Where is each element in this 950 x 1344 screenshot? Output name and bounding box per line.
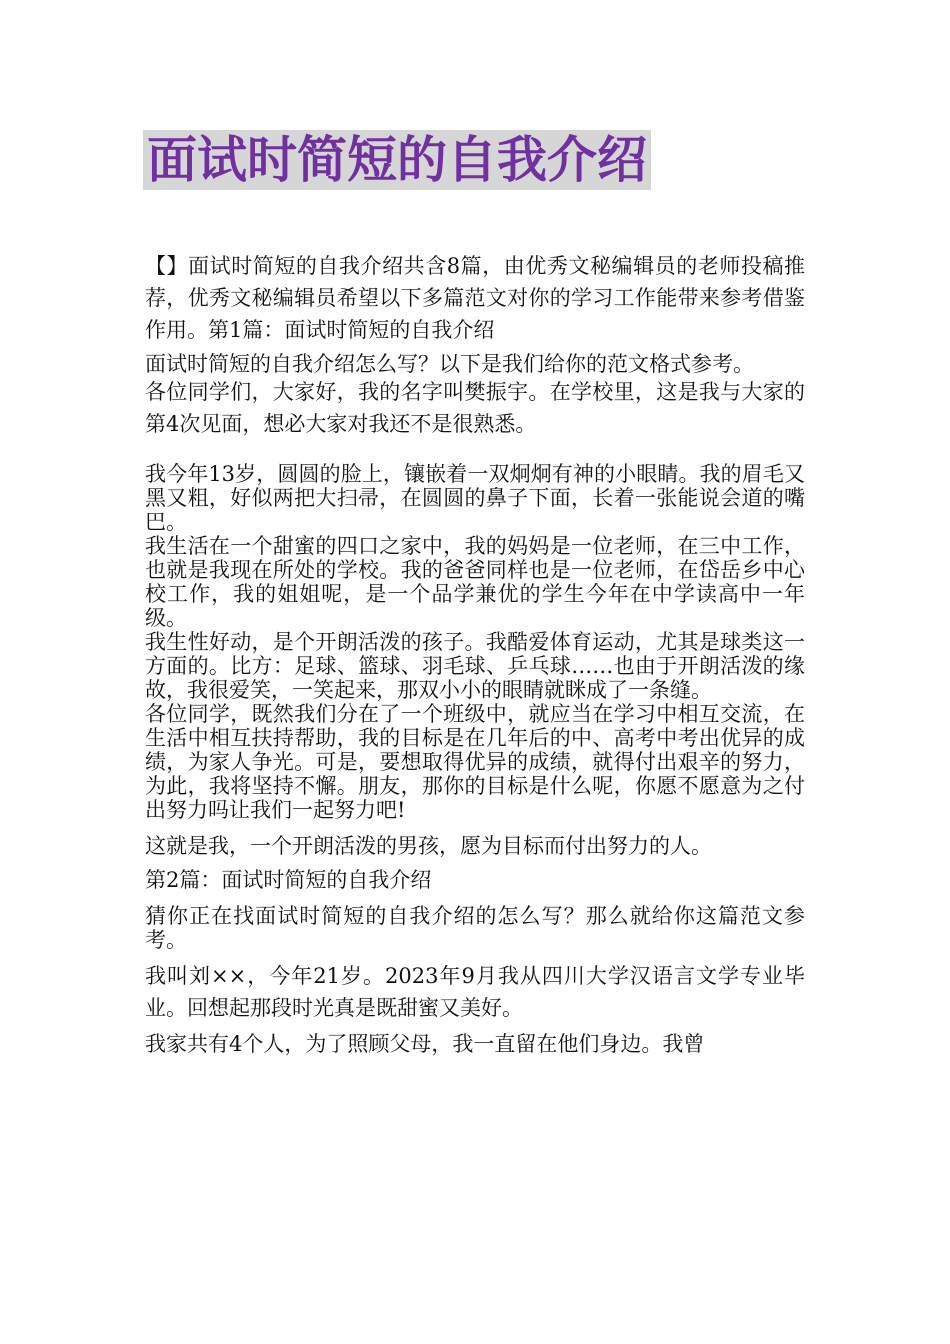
paragraph: 我生性好动，是个开朗活泼的孩子。我酷爱体育运动，尤其是球类这一方面的。比方：足球、篮球、羽毛球、乒乓球……也由于开朗活泼的缘故，我很爱笑，一笑起来，那双小小的眼睛就眯成了一条缝。 (145, 630, 805, 702)
paragraph: 猜你正在找面试时简短的自我介绍的怎么写？那么就给你这篇范文参考。 (145, 904, 805, 952)
title-highlight (143, 130, 651, 190)
paragraph: 我生活在一个甜蜜的四口之家中，我的妈妈是一位老师，在三中工作，也就是我现在所处的学校。我的爸爸同样也是一位老师，在岱岳乡中心校工作，我的姐姐呢，是一个品学兼优的学生今年在中学读高中一年级。 (145, 534, 805, 630)
paragraph: 【】面试时简短的自我介绍共含8篇，由优秀文秘编辑员的老师投稿推荐，优秀文秘编辑员希望以下多篇范文对你的学习工作能带来参考借鉴作用。第1篇：面试时简短的自我介绍 (145, 254, 805, 342)
paragraph: 面试时简短的自我介绍怎么写？以下是我们给你的范文格式参考。 (145, 352, 754, 376)
paragraph: 这就是我，一个开朗活泼的男孩，愿为目标而付出努力的人。 (145, 834, 712, 858)
paragraph: 我今年13岁，圆圆的脸上，镶嵌着一双炯炯有神的小眼睛。我的眉毛又黑又粗，好似两把大扫帚，在圆圆的鼻子下面，长着一张能说会道的嘴巴。 (145, 462, 805, 534)
paragraph: 各位同学们，大家好，我的名字叫樊振宇。在学校里，这是我与大家的第4次见面，想必大家对我还不是很熟悉。 (145, 380, 805, 436)
paragraph: 各位同学，既然我们分在了一个班级中，就应当在学习中相互交流，在生活中相互扶持帮助，我的目标是在几年后的中、高考中考出优异的成绩，为家人争光。可是，要想取得优异的成绩，就得付出艰辛的努力，为此，我将坚持不懈。朋友，那你的目标是什么呢，你愿不愿意为之付出努力吗让我们一起努力吧! (145, 702, 805, 822)
document-title: 面试时简短的自我介绍 (147, 131, 647, 189)
document-body (145, 250, 805, 1060)
paragraph: 第2篇：面试时简短的自我介绍 (145, 868, 432, 892)
paragraph: 我家共有4个人，为了照顾父母，我一直留在他们身边。我曾 (145, 1032, 705, 1056)
paragraph: 我叫刘××，今年21岁。2023年9月我从四川大学汉语言文学专业毕业。回想起那段时光真是既甜蜜又美好。 (145, 964, 805, 1020)
